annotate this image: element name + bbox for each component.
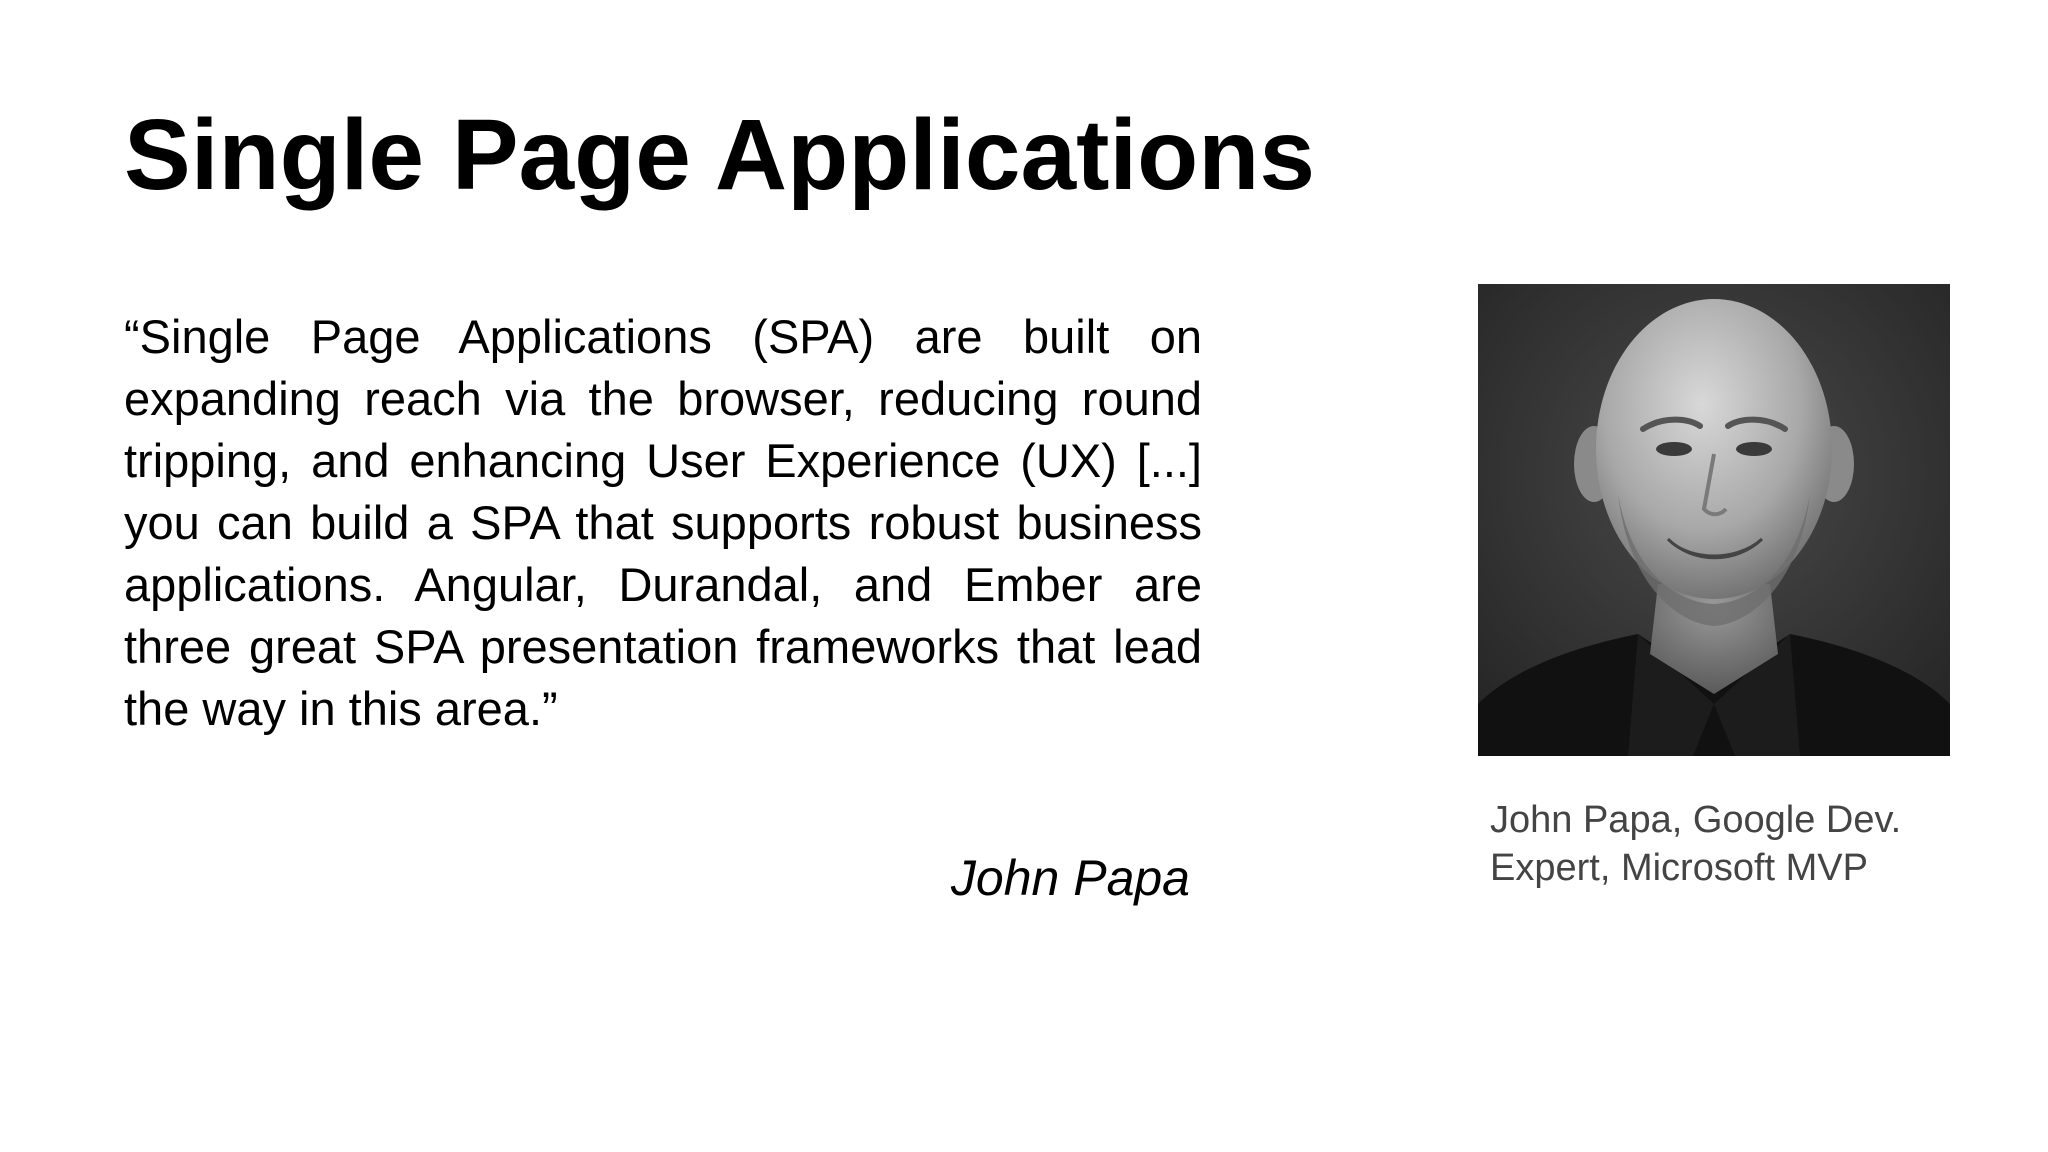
- person-portrait-icon: [1478, 284, 1950, 756]
- photo-caption: [1490, 796, 1960, 892]
- portrait-illustration: [1478, 284, 1950, 756]
- quote-text: “Single Page Applications (SPA) are built on expanding reach via the browser, reducing round tripping, and enhancing User Experience (UX) [...] you can build a SPA that supports robust business applications. Angular, Durandal, and Ember are three great SPA presentation frameworks that lead the way in this area.”: [124, 310, 1202, 735]
- caption-line-1: John Papa, Google Dev.: [1490, 799, 1902, 841]
- slide-title: Single Page Applications: [124, 99, 1315, 211]
- caption-line-2: Expert, Microsoft MVP: [1490, 847, 1868, 889]
- quote-attribution: John Papa: [950, 850, 1190, 906]
